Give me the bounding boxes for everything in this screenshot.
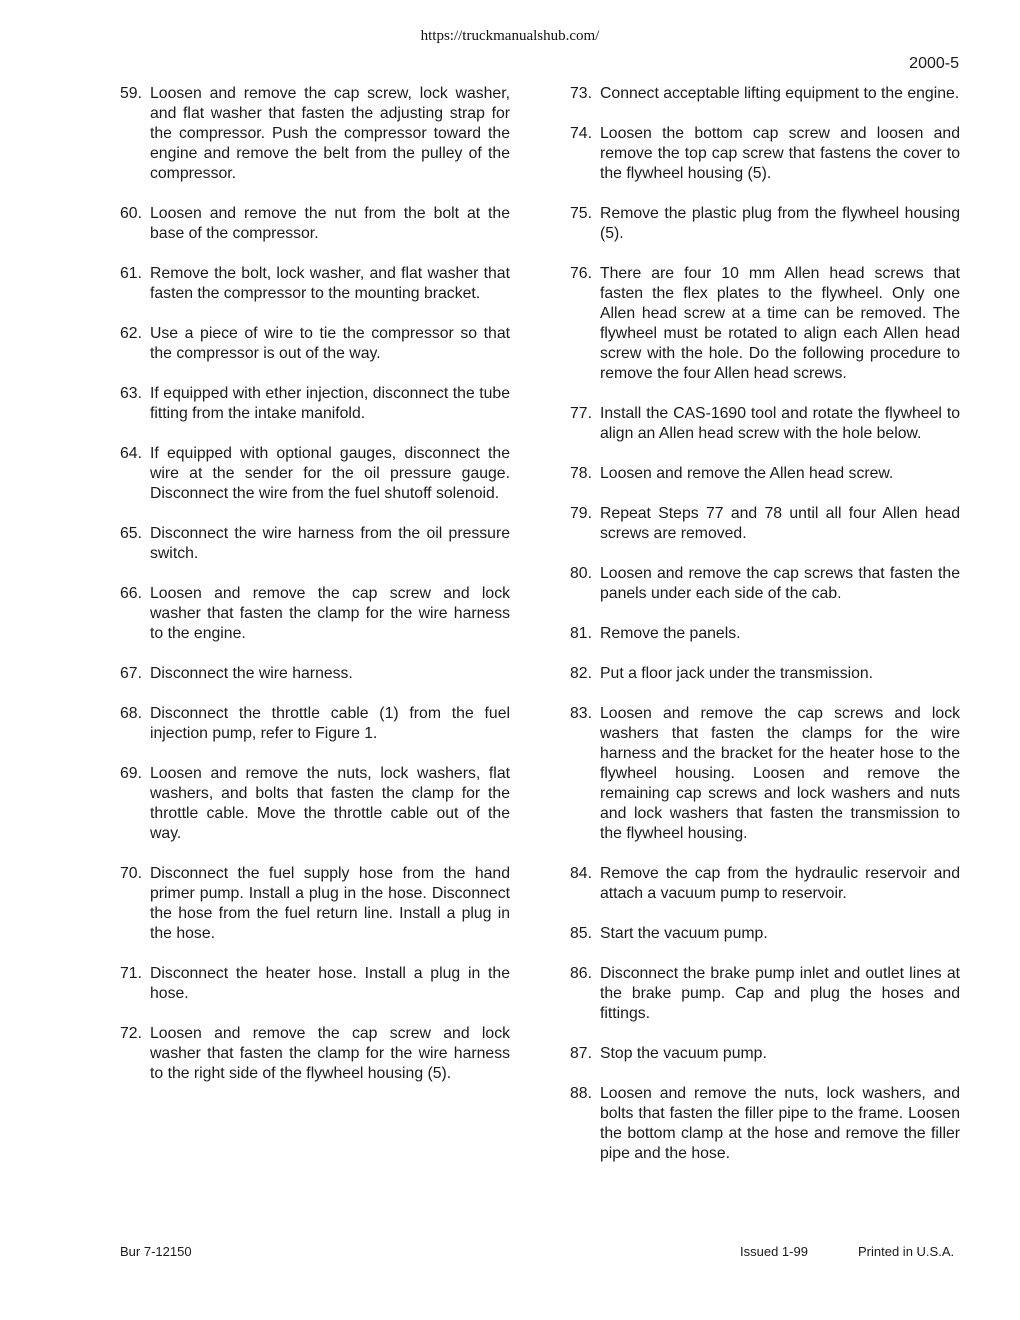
step-number: 78.	[570, 465, 592, 482]
step-88	[570, 1084, 960, 1164]
step-text: Loosen the bottom cap screw and loosen and remove the top cap screw that fastens the cover to the flywheel housing (5).	[600, 125, 960, 182]
step-75	[570, 204, 960, 244]
step-84	[570, 864, 960, 904]
step-text: Stop the vacuum pump.	[600, 1045, 767, 1062]
step-number: 76.	[570, 265, 592, 282]
step-number: 67.	[120, 665, 142, 682]
step-number: 83.	[570, 705, 592, 722]
step-number: 68.	[120, 705, 142, 722]
step-72	[120, 1024, 510, 1084]
step-81	[570, 624, 960, 644]
step-text: Loosen and remove the Allen head screw.	[600, 465, 894, 482]
step-number: 75.	[570, 205, 592, 222]
step-text: Disconnect the wire harness.	[150, 665, 353, 682]
step-69	[120, 764, 510, 844]
step-number: 64.	[120, 445, 142, 462]
step-text: There are four 10 mm Allen head screws that fasten the flex plates to the flywheel. Only one Allen head screw at a time can be removed. The flywheel must be rotated to align each Allen head screw with the hole. Do the following procedure to remove the four Allen head screws.	[600, 265, 960, 382]
step-60	[120, 204, 510, 244]
step-text: If equipped with ether injection, disconnect the tube fitting from the intake manifold.	[150, 385, 510, 422]
step-text: Install the CAS-1690 tool and rotate the flywheel to align an Allen head screw with the hole below.	[600, 405, 960, 442]
step-number: 79.	[570, 505, 592, 522]
step-number: 61.	[120, 265, 142, 282]
step-number: 82.	[570, 665, 592, 682]
step-87	[570, 1044, 960, 1064]
step-number: 62.	[120, 325, 142, 342]
step-number: 59.	[120, 85, 142, 102]
step-text: Disconnect the wire harness from the oil pressure switch.	[150, 525, 510, 562]
step-number: 88.	[570, 1085, 592, 1102]
step-text: If equipped with optional gauges, disconnect the wire at the sender for the oil pressure gauge. Disconnect the wire from the fuel shutoff solenoid.	[150, 445, 510, 502]
doc-number: Bur 7-12150	[120, 1244, 192, 1259]
step-79	[570, 504, 960, 544]
step-71	[120, 964, 510, 1004]
step-number: 81.	[570, 625, 592, 642]
step-number: 80.	[570, 565, 592, 582]
step-78	[570, 464, 960, 484]
step-text: Disconnect the fuel supply hose from the hand primer pump. Install a plug in the hose. Disconnect the hose from the fuel return line. Install a plug in the hose.	[150, 865, 510, 942]
step-text: Remove the panels.	[600, 625, 741, 642]
step-77	[570, 404, 960, 444]
step-67	[120, 664, 510, 684]
step-65	[120, 524, 510, 564]
step-text: Disconnect the throttle cable (1) from the fuel injection pump, refer to Figure 1.	[150, 705, 510, 742]
page-number: 2000-5	[909, 55, 959, 72]
step-number: 70.	[120, 865, 142, 882]
step-70	[120, 864, 510, 944]
step-59	[120, 84, 510, 184]
step-85	[570, 924, 960, 944]
step-text: Use a piece of wire to tie the compressor so that the compressor is out of the way.	[150, 325, 510, 362]
step-68	[120, 704, 510, 744]
step-number: 84.	[570, 865, 592, 882]
step-text: Remove the bolt, lock washer, and flat washer that fasten the compressor to the mounting bracket.	[150, 265, 510, 302]
step-number: 86.	[570, 965, 592, 982]
step-text: Remove the plastic plug from the flywheel housing (5).	[600, 205, 960, 242]
step-83	[570, 704, 960, 844]
step-text: Repeat Steps 77 and 78 until all four Allen head screws are removed.	[600, 505, 960, 542]
step-86	[570, 964, 960, 1024]
step-text: Connect acceptable lifting equipment to the engine.	[600, 85, 960, 102]
step-number: 63.	[120, 385, 142, 402]
step-text: Loosen and remove the cap screw and lock washer that fasten the clamp for the wire harness to the engine.	[150, 585, 510, 642]
step-66	[120, 584, 510, 644]
printed-in: Printed in U.S.A.	[858, 1244, 955, 1259]
step-number: 69.	[120, 765, 142, 782]
step-text: Loosen and remove the nut from the bolt at the base of the compressor.	[150, 205, 510, 242]
step-text: Loosen and remove the cap screw, lock washer, and flat washer that fasten the adjusting strap for the compressor. Push the compressor toward the engine and remove the belt from the pulley of the compressor.	[150, 85, 510, 182]
left-column	[120, 84, 510, 1104]
step-text: Loosen and remove the nuts, lock washers, flat washers, and bolts that fasten the clamp for the throttle cable. Move the throttle cable out of the way.	[150, 765, 510, 842]
step-number: 60.	[120, 205, 142, 222]
step-64	[120, 444, 510, 504]
step-number: 65.	[120, 525, 142, 542]
step-text: Start the vacuum pump.	[600, 925, 768, 942]
step-63	[120, 384, 510, 424]
step-number: 77.	[570, 405, 592, 422]
step-number: 71.	[120, 965, 142, 982]
source-url[interactable]: https://truckmanualshub.com/	[420, 28, 600, 44]
step-text: Loosen and remove the cap screws and lock washers that fasten the clamps for the wire harness and the bracket for the heater hose to the flywheel housing. Loosen and remove the remaining cap screws and lock washers and nuts and lock washers that fasten the transmission to the flywheel housing.	[600, 705, 960, 842]
step-text: Remove the cap from the hydraulic reservoir and attach a vacuum pump to reservoir.	[600, 865, 960, 902]
right-column	[570, 84, 960, 1184]
step-number: 72.	[120, 1025, 142, 1042]
step-76	[570, 264, 960, 384]
step-text: Loosen and remove the cap screw and lock washer that fasten the clamp for the wire harness to the right side of the flywheel housing (5).	[150, 1025, 510, 1082]
step-73	[570, 84, 960, 104]
step-82	[570, 664, 960, 684]
step-62	[120, 324, 510, 364]
step-74	[570, 124, 960, 184]
step-text: Disconnect the heater hose. Install a plug in the hose.	[150, 965, 510, 1002]
step-text: Loosen and remove the cap screws that fasten the panels under each side of the cab.	[600, 565, 960, 602]
step-text: Disconnect the brake pump inlet and outlet lines at the brake pump. Cap and plug the hoses and fittings.	[600, 965, 960, 1022]
step-number: 66.	[120, 585, 142, 602]
step-number: 85.	[570, 925, 592, 942]
step-61	[120, 264, 510, 304]
step-text: Put a floor jack under the transmission.	[600, 665, 874, 682]
step-number: 73.	[570, 85, 592, 102]
issued-date: Issued 1-99	[740, 1244, 808, 1259]
step-80	[570, 564, 960, 604]
step-text: Loosen and remove the nuts, lock washers, and bolts that fasten the filler pipe to the frame. Loosen the bottom clamp at the hose and remove the filler pipe and the hose.	[600, 1085, 960, 1162]
step-number: 74.	[570, 125, 592, 142]
step-number: 87.	[570, 1045, 592, 1062]
